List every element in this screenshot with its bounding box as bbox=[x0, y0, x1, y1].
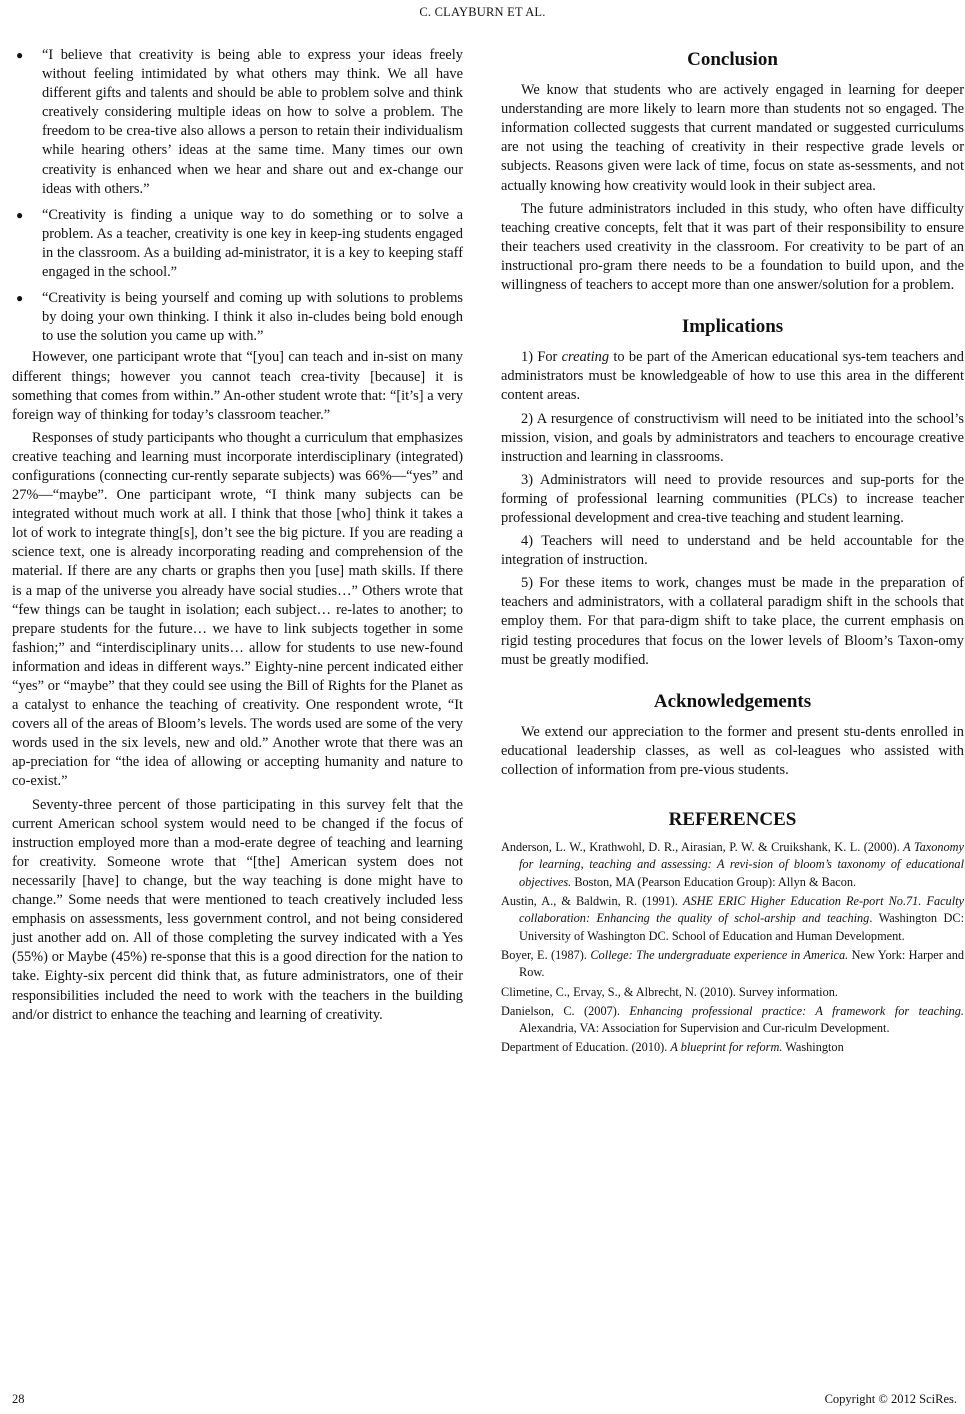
quote-item bbox=[12, 46, 463, 199]
left-column bbox=[12, 46, 463, 1029]
conclusion-heading: Conclusion bbox=[687, 49, 778, 70]
quote-list bbox=[12, 46, 463, 346]
reference-item: Boyer, E. (1987). College: The undergraduate experience in America. New York: Harper and Row. bbox=[501, 947, 964, 980]
implication-item bbox=[501, 348, 964, 405]
body-paragraph: We know that students who are actively engaged in learning for deeper understanding are more likely to learn more than students not so engaged. The information collected suggests that current mandated or suggested curriculums are not using the teaching of creativity in their respective grade levels or subjects. Reasons given were lack of time, focus on state as-sessments, and not actually knowing how creativity would look in their subject area. bbox=[501, 82, 964, 194]
bullet-icon: ● bbox=[16, 207, 24, 222]
acknowledgements-heading: Acknowledgements bbox=[653, 690, 812, 712]
bullet-icon: ● bbox=[16, 291, 24, 306]
implication-item: 3) Administrators will need to provide resources and sup-ports for the forming of professional learning communities (PLCs) to increase teacher professional development and crea-tive teaching and student learning. bbox=[501, 471, 964, 526]
page-number: 28 bbox=[12, 1392, 25, 1406]
reference-item: Austin, A., & Baldwin, R. (1991). ASHE ERIC Higher Education Re-port No.71. Faculty collaboration: Enhancing the quality of schol-arship and teaching. Washington DC: University of Washington DC. School of Education and Human Development. bbox=[501, 894, 964, 943]
implication-item: 4) Teachers will need to understand and be held accountable for the integration of instruction. bbox=[501, 533, 964, 569]
quote-text: “Creativity is being yourself and coming up with solutions to problems by doing your own thinking. I think it also in-cludes being bold enough to use the solution you came up with.” bbox=[42, 290, 463, 345]
implication-emphasis: creating bbox=[561, 349, 610, 366]
quote-item bbox=[12, 206, 463, 282]
body-paragraph: However, one participant wrote that “[you] can teach and in-sist on many different things; however you cannot teach crea-tivity [because] it is something that comes from within.” An-other student wrote that: “[it’s] a very foreign way of thinking for today’s classroom teacher.” bbox=[12, 349, 463, 423]
implication-item: 2) A resurgence of constructivism will need to be initiated into the school’s mission, vision, and goals by administrators and teachers to encourage creative instruction and learning in classrooms. bbox=[501, 410, 964, 465]
implication-item: 5) For these items to work, changes must be made in the preparation of teachers and administrators, with a collateral paradigm shift in the schools that employ them. For that para-digm shift to take place, the current emphasis on rigid testing procedures that focus on the lower levels of Bloom’s Taxon-omy must be greatly modified. bbox=[501, 575, 964, 668]
copyright-notice: Copyright © 2012 SciRes. bbox=[824, 1392, 957, 1406]
quote-item bbox=[12, 289, 463, 346]
reference-item: Danielson, C. (2007). Enhancing professional practice: A framework for teaching. Alexandria, VA: Association for Supervision and Cur-riculm Development. bbox=[501, 1003, 964, 1036]
reference-item: Climetine, C., Ervay, S., & Albrecht, N. (2010). Survey information. bbox=[501, 984, 838, 999]
references-heading: REFERENCES bbox=[668, 809, 797, 831]
reference-list bbox=[501, 839, 964, 1057]
bullet-icon: ● bbox=[16, 48, 24, 62]
reference-item: Department of Education. (2010). A blueprint for reform. Washington bbox=[501, 1040, 844, 1055]
implication-text: 1) For bbox=[521, 349, 562, 366]
reference-item: Anderson, L. W., Krathwohl, D. R., Airasian, P. W. & Cruikshank, K. L. (2000). A Taxonomy for learning, teaching and assessing: A revi-sion of bloom’s taxonomy of educational objectives. Boston, MA (Pearson Education Group): Allyn & Bacon. bbox=[501, 840, 965, 889]
implication-text: to be part of the American educational sys-tem teachers and administrators must be knowledgeable of how to use this area in the different content areas. bbox=[501, 349, 964, 404]
body-paragraph: The future administrators included in this study, who often have difficulty teaching creative concepts, felt that it was part of their responsibility to ensure their teachers used creativity in the classroom. For creativity to be part of an instructional pro-gram there needs to be a foundation to build upon, and the willingness of teachers to accept more than one answer/solution for a problem. bbox=[501, 200, 964, 294]
running-head: C. CLAYBURN ET AL. bbox=[419, 5, 546, 19]
body-paragraph: Responses of study participants who thought a curriculum that emphasizes creative teaching and learning must incorporate interdisciplinary (integrated) configurations (connecting cur-rently separate subjects) was 66%—“yes” and 27%—“maybe”. One participant wrote, “I think many subjects can be integrated without much work at all. I think that those [who] think it takes a lot of work to integrate thing[s], don’t see the big picture. If you are reading a science text, one is already incorporating reading and comprehension of the material. If there are any charts or graphs then you [use] math skills. If there is a map of the universe you already have social studies…” Others wrote that “few things can be taught in isolation; each subject… re-lates to another; to prepare students for the future… we have to link subjects together in some fashion;” and “interdisciplinary units… allow for students to use new-found information and ideas in different ways.” Eighty-nine percent indicated either “yes” or “maybe” that they could see using the Bill of Rights for the Planet as a catalyst to enhance the teaching of creativity. One respondent wrote, “It covers all of the areas of Bloom’s levels. The words used are some of the very words used in the six levels, new and old.” Another wrote that there was an ap-preciation for “the idea of allowing or accepting humanity and nature to co-exist.” bbox=[12, 429, 463, 790]
body-paragraph: Seventy-three percent of those participating in this survey felt that the current American school system would need to be changed if the focus of instruction employed more than a mod-erate degree of teaching and learning for creativity. Someone wrote that “[the] American system does not necessarily [have] to change, but the way teaching is done might have to change.” Some needs that were mentioned to teach creatively included less emphasis on assessments, less government control, and not being considered just another add on. All of those completing the survey indicated with a Yes (55%) or Maybe (45%) re-sponse that this is a good direction for the nation to take. Eighty-six percent did think that, as future administrators, one of their responsibilities included the need to work with the teachers in the building and/or district to enhance the teaching and learning of creativity. bbox=[12, 796, 463, 1023]
implications-heading: Implications bbox=[681, 316, 784, 338]
quote-text: “I believe that creativity is being able to express your ideas freely without feeling intimidated by what others may think. We all have different gifts and talents and should be able to problem solve and think creatively considering multiple ideas on how to solve a problem. The freedom to be crea-tive also allows a person to retain their individualism while hearing others’ ideas at the same time. Many times our own creativity is enhanced when we hear and share out and ex-change our ideas with others.” bbox=[42, 47, 463, 197]
acknowledgements-text: We extend our appreciation to the former and present stu-dents enrolled in educational leadership classes, as well as col-leagues who assisted with collection of information from pre-vious students. bbox=[501, 723, 964, 778]
quote-text: “Creativity is finding a unique way to do something or to solve a problem. As a teacher, creativity is one key in keep-ing students engaged in the classroom. As a building ad-ministrator, it is a key to keeping staff engaged in the school.” bbox=[42, 206, 463, 281]
right-column bbox=[501, 46, 964, 1059]
